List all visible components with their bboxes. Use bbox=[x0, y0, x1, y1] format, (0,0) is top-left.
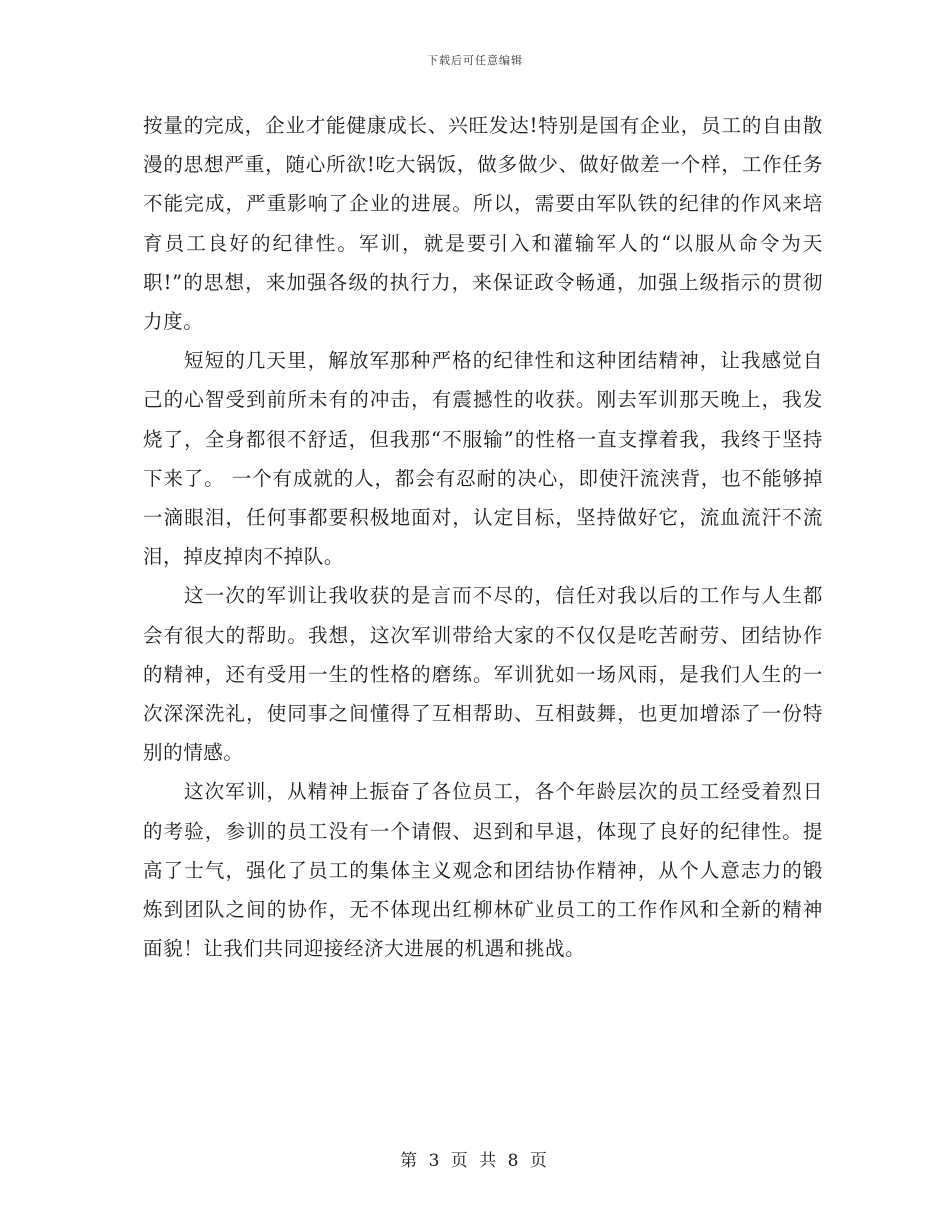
paragraph: 这次军训，从精神上振奋了各位员工，各个年龄层次的员工经受着烈日的考验，参训的员工没有一个请假、迟到和早退，体现了良好的纪律性。提高了士气，强化了员工的集体主义观念和团结协作精神，从个人意志力的锻炼到团队之间的协作，无不体现出红柳林矿业员工的工作作风和全新的精神面貌！让我们共同迎接经济大进展的机遇和挑战。 bbox=[143, 780, 823, 961]
paragraph-continuation: 按量的完成，企业才能健康成长、兴旺发达!特别是国有企业，员工的自由散漫的思想严重，随心所欲!吃大锅饭，做多做少、做好做差一个样，工作任务不能完成，严重影响了企业的进展。所以，需要由军队铁的纪律的作风来培育员工良好的纪律性。军训，就是要引入和灌输军人的“以服从命令为天职!”的思想，来加强各级的执行力，来保证政令畅通，加强上级指示的贯彻力度。 bbox=[143, 114, 823, 334]
paragraph: 短短的几天里，解放军那种严格的纪律性和这种团结精神，让我感觉自己的心智受到前所未有的冲击，有震撼性的收获。刚去军训那天晚上，我发烧了，全身都很不舒适，但我那“不服输”的性格一直支撑着我，我终于坚持下来了。 一个有成就的人，都会有忍耐的决心，即使汗流浃背，也不能够掉一滴眼泪，任何事都要积极地面对，认定目标，坚持做好它，流血流汗不流泪，掉皮掉肉不掉队。 bbox=[143, 349, 823, 569]
page-footer: 第 3 页 共 8 页 bbox=[400, 1151, 550, 1171]
paragraph: 这一次的军训让我收获的是言而不尽的，信任对我以后的工作与人生都会有很大的帮助。我想，这次军训带给大家的不仅仅是吃苦耐劳、团结协作的精神，还有受用一生的性格的磨练。军训犹如一场风雨，是我们人生的一次深深洗礼，使同事之间懂得了互相帮助、互相鼓舞，也更加增添了一份特别的情感。 bbox=[143, 584, 823, 765]
document-body bbox=[143, 106, 823, 968]
page-header: 下载后可任意编辑 bbox=[427, 54, 523, 67]
